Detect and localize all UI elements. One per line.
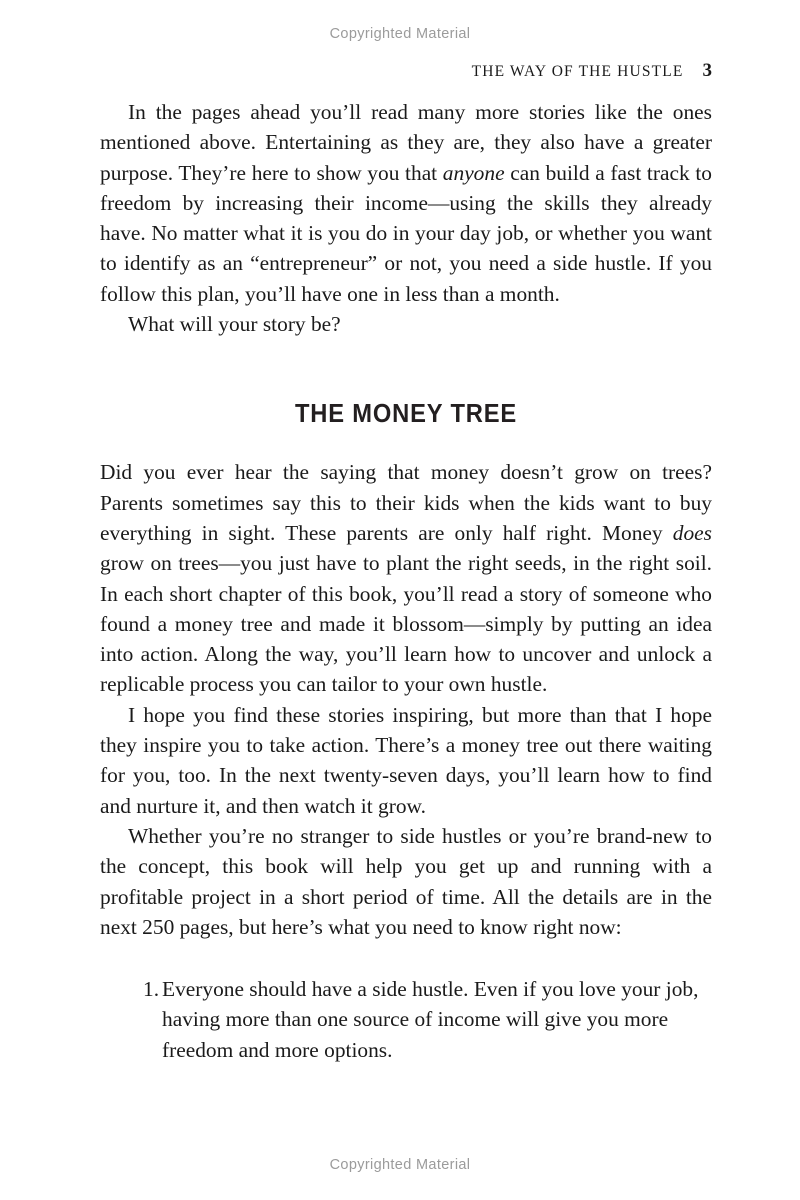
running-head [100,60,712,82]
spacer-after-heading [100,429,712,457]
paragraph-3 [100,457,712,699]
page-number: 3 [702,60,712,81]
section-heading: THE MONEY TREE [294,400,518,429]
text-block [100,97,712,1065]
list-item [100,974,712,1065]
running-head-title: THE WAY OF THE HUSTLE [471,63,684,80]
list-item-marker: 1. [143,977,160,1002]
paragraph-3-text-before-emphasis: Did you ever hear the saying that money doesn’t grow on trees? Parents sometimes say this to their kids when the kids want to buy everything in sight. These parents are only half right. Money [100,460,712,545]
paragraph-1-emphasis: anyone [442,160,505,185]
numbered-list [100,974,712,1065]
spacer-before-list [100,942,712,974]
paragraph-4: I hope you find these stories inspiring, but more than that I hope they inspire you to take action. There’s a money tree out there waiting for you, too. In the next twenty-seven days, you’ll learn how to find and nurture it, and then watch it grow. [100,702,712,818]
list-item-text: Everyone should have a side hustle. Even if you love your job, having more than one source of income will give you more freedom and more options. [162,977,699,1062]
paragraph-5: Whether you’re no stranger to side hustles or you’re brand-new to the concept, this book will help you get up and running with a profitable project in a short period of time. All the details are in the next 250 pages, but here’s what you need to know right now: [100,823,712,939]
copyright-watermark-bottom: Copyrighted Material [329,1157,471,1173]
spacer-before-heading [100,339,712,400]
paragraph-1-text-after-emphasis: can build a fast track to freedom by increasing their income—using the skills they already have. No matter what it is you do in your day job, or whether you want to identify as an “entrepreneur” or not, you need a side hustle. If you follow this plan, you’ll have one in less than a month. [100,160,712,306]
paragraph-3-text-after-emphasis: grow on trees—you just have to plant the right seeds, in the right soil. In each short chapter of this book, you’ll read a story of someone who found a money tree and made it blossom—simply by putting an idea into action. Along the way, you’ll learn how to uncover and unlock a replicable process you can tailor to your own hustle. [100,551,712,697]
paragraph-2: What will your story be? [128,312,341,337]
paragraph-1 [100,97,712,309]
paragraph-1-text-before-emphasis: In the pages ahead you’ll read many more stories like the ones mentioned above. Entertaining as they are, they also have a greater purpose. They’re here to show you that [100,100,712,185]
copyright-watermark-top: Copyrighted Material [329,26,471,42]
paragraph-3-emphasis: does [672,520,712,545]
